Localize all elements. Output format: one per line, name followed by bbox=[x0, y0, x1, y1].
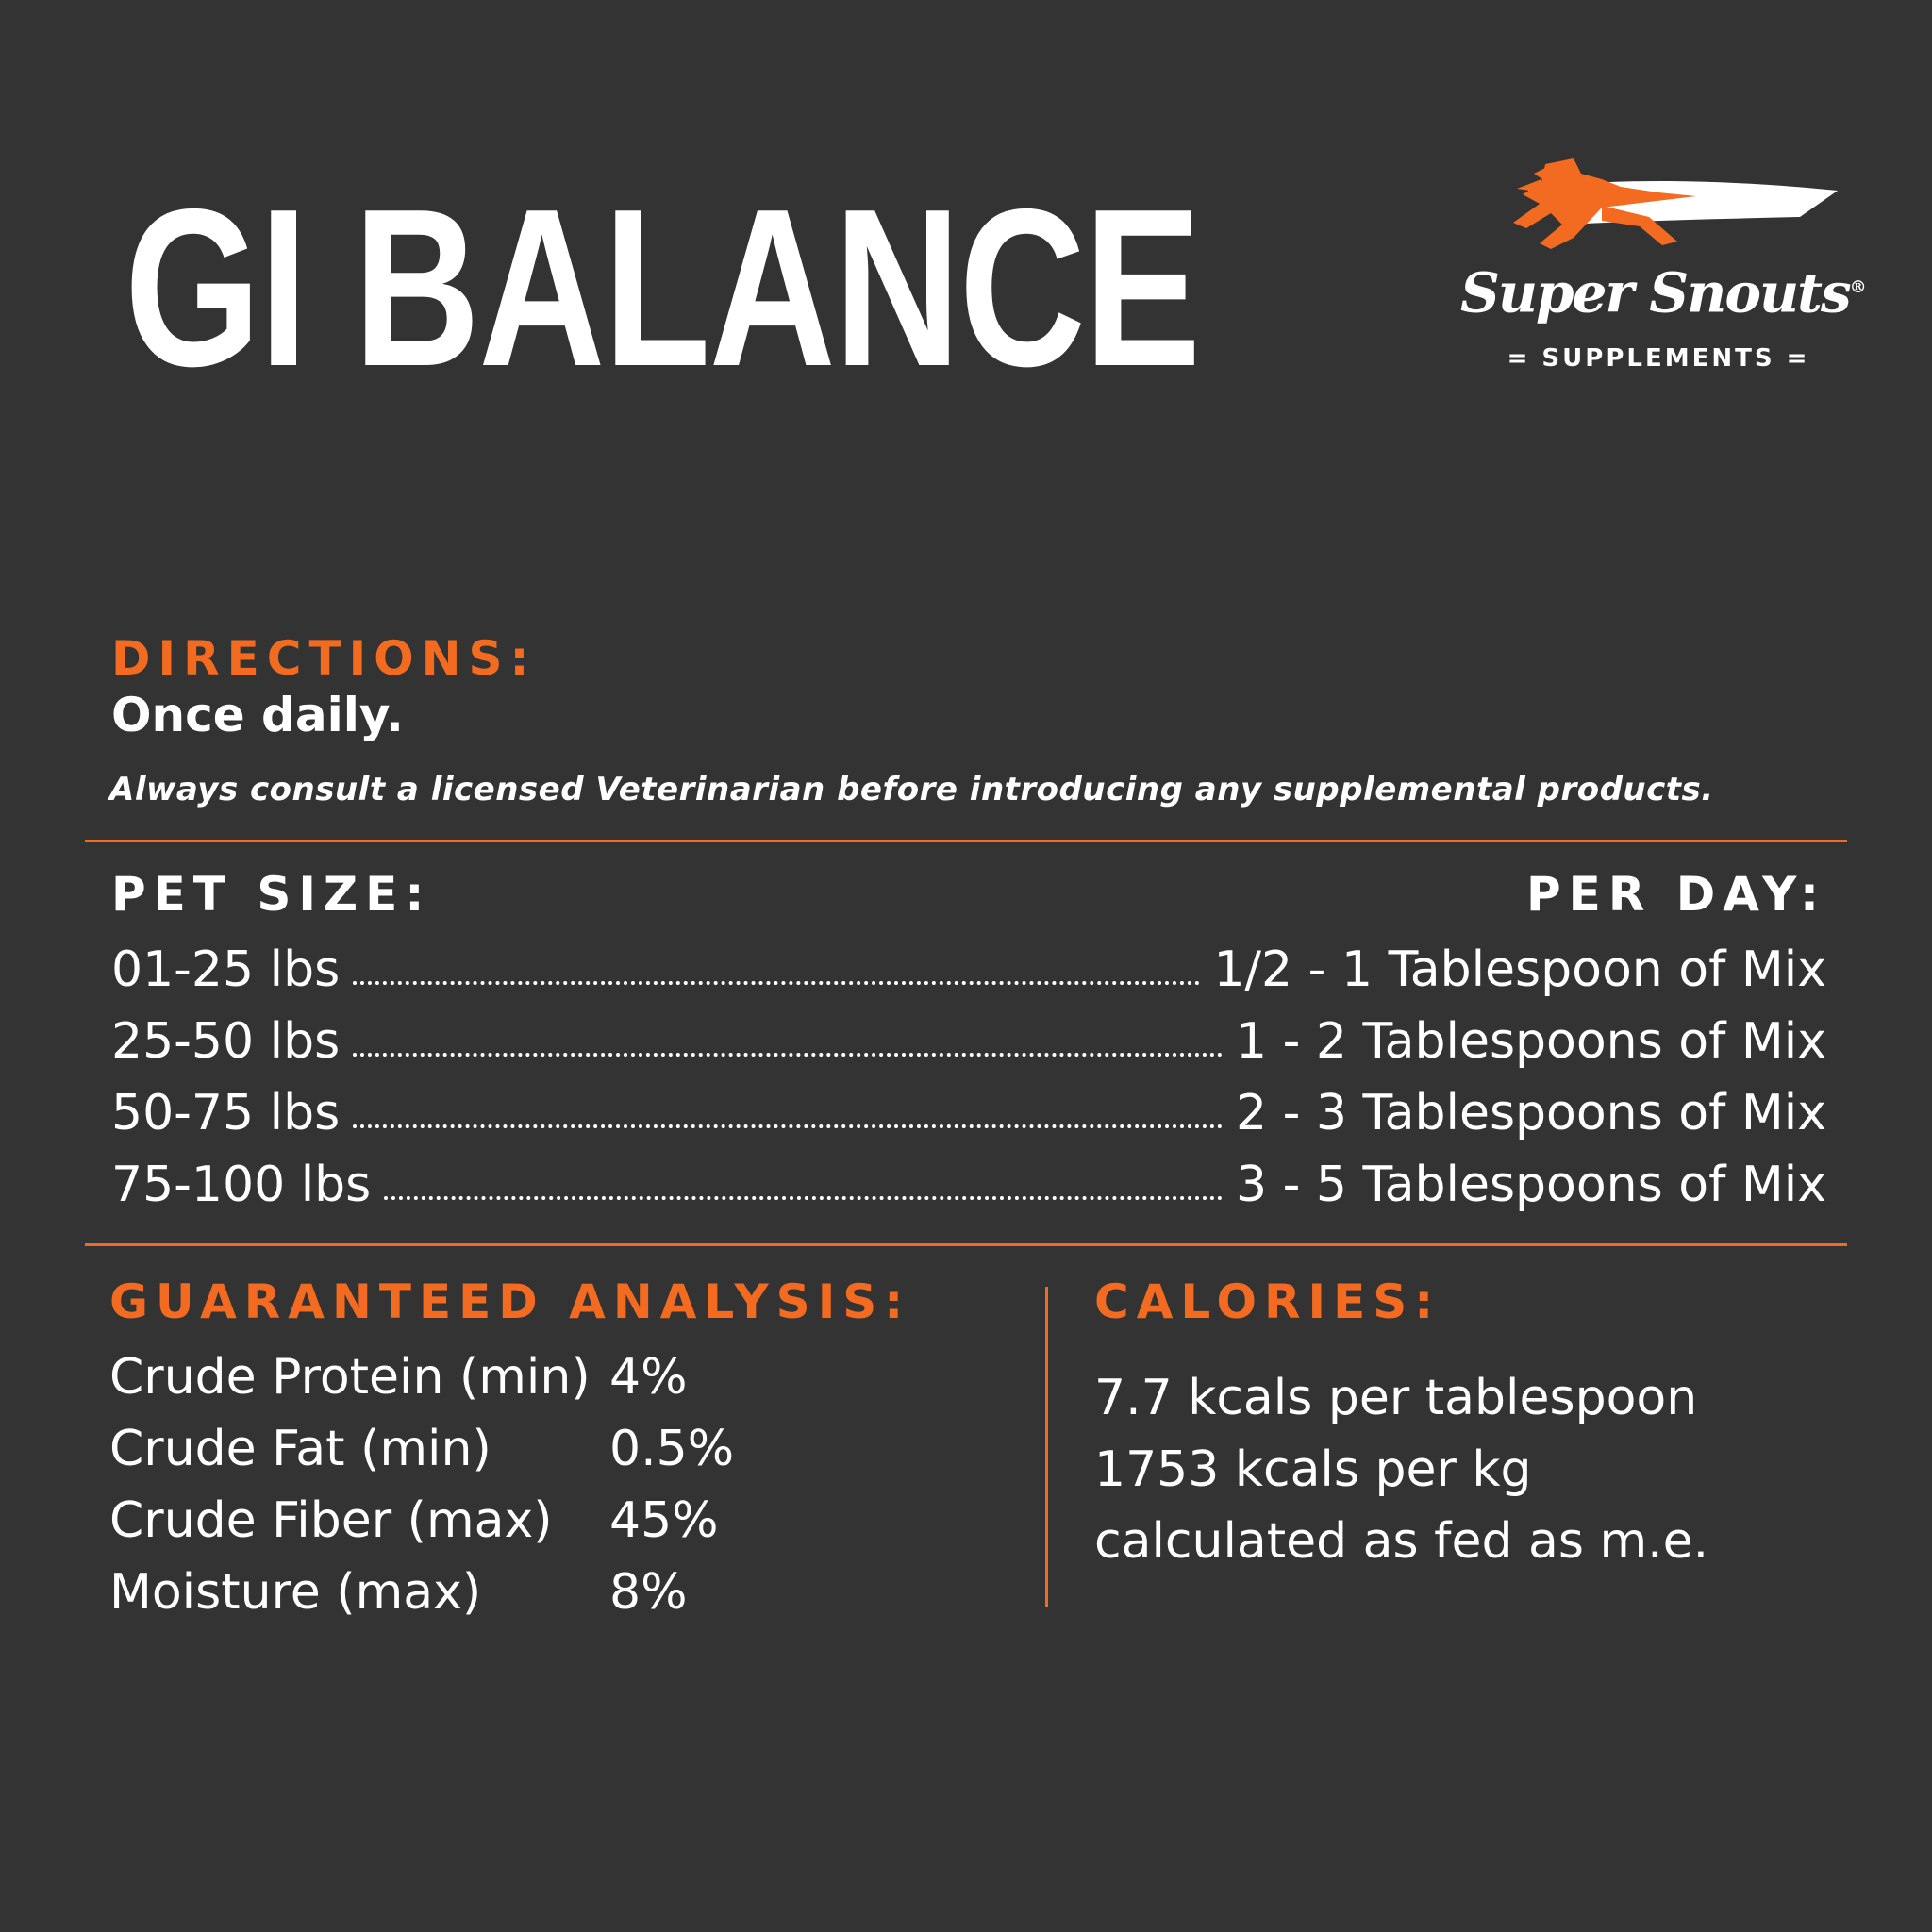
calories-line: calculated as fed as m.e. bbox=[1094, 1513, 1709, 1570]
dosage-size: 25-50 lbs bbox=[111, 1013, 341, 1070]
analysis-value: 8% bbox=[609, 1564, 688, 1621]
analysis-label: Crude Fat (min) bbox=[109, 1421, 491, 1477]
dosage-size: 75-100 lbs bbox=[111, 1157, 372, 1213]
divider-top bbox=[85, 840, 1847, 842]
analysis-label: Moisture (max) bbox=[109, 1564, 482, 1621]
directions-text: Once daily. bbox=[111, 688, 404, 742]
dosage-row bbox=[111, 1077, 1826, 1149]
dosage-row bbox=[111, 1006, 1826, 1077]
pet-size-header: PET SIZE: bbox=[111, 867, 432, 922]
dosage-amount: 1/2 - 1 Tablespoon of Mix bbox=[1213, 941, 1826, 998]
dosage-amount: 1 - 2 Tablespoons of Mix bbox=[1235, 1013, 1826, 1070]
dosage-amount: 3 - 5 Tablespoons of Mix bbox=[1235, 1157, 1826, 1213]
dosage-size: 50-75 lbs bbox=[111, 1085, 341, 1141]
analysis-row bbox=[109, 1485, 1006, 1557]
analysis-heading: GUARANTEED ANALYSIS: bbox=[109, 1274, 911, 1329]
per-day-header: PER DAY: bbox=[1526, 867, 1826, 922]
dot-leader bbox=[353, 1053, 1223, 1057]
dosage-amount: 2 - 3 Tablespoons of Mix bbox=[1235, 1085, 1826, 1141]
analysis-row bbox=[109, 1341, 1006, 1413]
dosage-row bbox=[111, 934, 1826, 1006]
logo-script-text: Super Snouts® bbox=[1460, 260, 1865, 325]
analysis-value: 0.5% bbox=[609, 1421, 735, 1477]
analysis-row bbox=[109, 1413, 1006, 1485]
analysis-label: Crude Fiber (max) bbox=[109, 1492, 553, 1549]
calories-line: 1753 kcals per kg bbox=[1094, 1441, 1532, 1498]
column-divider bbox=[1045, 1287, 1048, 1607]
analysis-value: 4% bbox=[609, 1349, 688, 1406]
logo-subtitle: = SUPPLEMENTS = bbox=[1507, 344, 1810, 373]
analysis-value: 45% bbox=[609, 1492, 719, 1549]
brand-logo bbox=[1460, 151, 1865, 387]
dot-leader bbox=[353, 1124, 1223, 1128]
dot-leader bbox=[384, 1196, 1223, 1200]
dosage-row bbox=[111, 1149, 1826, 1221]
analysis-label: Crude Protein (min) bbox=[109, 1349, 591, 1406]
registered-mark: ® bbox=[1849, 277, 1865, 297]
directions-note: Always consult a licensed Veterinarian before introducing any supplemental products. bbox=[109, 771, 1714, 808]
divider-bottom bbox=[85, 1243, 1847, 1246]
dosage-size: 01-25 lbs bbox=[111, 941, 341, 998]
page-title: GI BALANCE bbox=[125, 163, 1200, 413]
analysis-row bbox=[109, 1557, 1006, 1628]
calories-heading: CALORIES: bbox=[1094, 1274, 1441, 1329]
dot-leader bbox=[353, 981, 1200, 985]
calories-line: 7.7 kcals per tablespoon bbox=[1094, 1370, 1698, 1426]
directions-heading: DIRECTIONS: bbox=[111, 631, 537, 686]
